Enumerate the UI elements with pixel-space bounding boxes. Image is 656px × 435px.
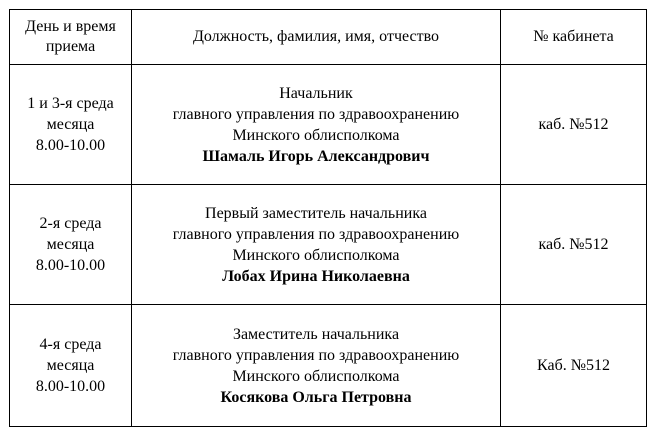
position-cell: [132, 305, 501, 427]
header-position: [132, 10, 501, 65]
official-name: Лобах Ирина Николаевна: [222, 267, 410, 285]
room-cell: [501, 65, 647, 185]
position-line3: Минского облисполкома: [232, 367, 400, 385]
position-line1: Заместитель начальника: [232, 325, 400, 343]
day-time-cell: [10, 65, 132, 185]
header-room: [501, 10, 647, 65]
table-header-row: [10, 10, 647, 65]
position-line2: главного управления по здравоохранению: [172, 346, 460, 364]
room-cell: [501, 305, 647, 427]
table-row: [10, 305, 647, 427]
position-line2: главного управления по здравоохранению: [172, 105, 460, 123]
header-room-label: № кабинета: [533, 28, 614, 45]
official-name: Шамаль Игорь Александрович: [202, 147, 430, 165]
header-day-line1: День и время: [25, 18, 116, 35]
position-line3: Минского облисполкома: [232, 126, 400, 144]
day-line1: 2-я среда: [39, 215, 102, 232]
day-time-cell: [10, 305, 132, 427]
header-day-time: [10, 10, 132, 65]
day-line2: месяца: [46, 236, 95, 253]
day-line2: месяца: [46, 116, 95, 133]
day-line1: 1 и 3-я среда: [27, 95, 114, 112]
time-range: 8.00-10.00: [35, 378, 106, 395]
position-line1: Первый заместитель начальника: [205, 204, 427, 222]
room-number: каб. №512: [538, 236, 609, 253]
table-row: [10, 65, 647, 185]
official-name: Косякова Ольга Петровна: [220, 388, 412, 406]
reception-schedule-table: [9, 9, 647, 427]
position-line3: Минского облисполкома: [232, 246, 400, 264]
position-cell: [132, 185, 501, 305]
time-range: 8.00-10.00: [35, 137, 106, 154]
time-range: 8.00-10.00: [35, 257, 106, 274]
header-day-line2: приема: [45, 38, 96, 55]
table-row: [10, 185, 647, 305]
room-number: каб. №512: [538, 116, 609, 133]
position-line2: главного управления по здравоохранению: [172, 225, 460, 243]
position-cell: [132, 65, 501, 185]
day-time-cell: [10, 185, 132, 305]
day-line2: месяца: [46, 357, 95, 374]
header-position-label: Должность, фамилия, имя, отчество: [192, 28, 440, 45]
position-line1: Начальник: [279, 84, 353, 102]
room-number: Каб. №512: [537, 357, 610, 374]
room-cell: [501, 185, 647, 305]
day-line1: 4-я среда: [39, 336, 102, 353]
